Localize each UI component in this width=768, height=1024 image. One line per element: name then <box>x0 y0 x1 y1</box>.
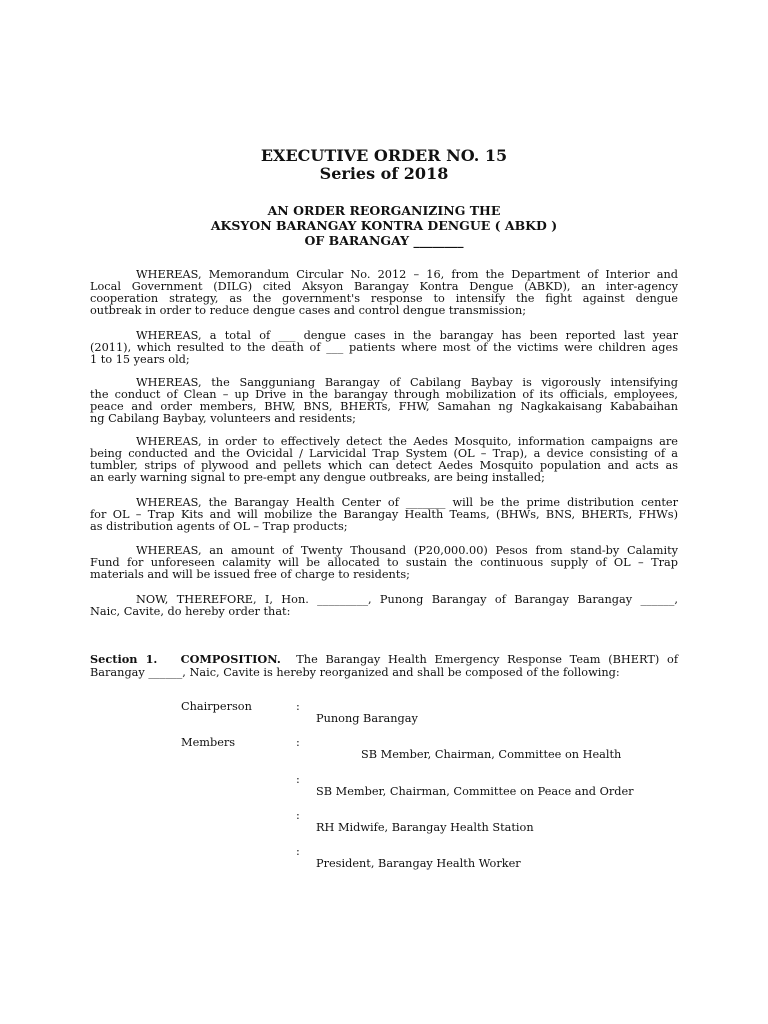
whereas-paragraph-4 <box>90 436 678 484</box>
order-title-line-3: OF BARANGAY ________ <box>304 233 464 248</box>
paragraph-line: WHEREAS, a total of ___ dengue cases in the barangay has been reported last year <box>136 329 678 342</box>
paragraph-line: WHEREAS, an amount of Twenty Thousand (P20,000.00) Pesos from stand-by Calamity <box>136 544 678 557</box>
whereas-paragraph-6 <box>90 545 678 581</box>
order-title-line-2: AKSYON BARANGAY KONTRA DENGUE ( ABKD ) <box>210 218 558 233</box>
member-item: SB Member, Chairman, Committee on Peace and Order <box>316 785 634 798</box>
chairperson-label: Chairperson <box>181 700 252 713</box>
now-therefore-paragraph <box>90 594 678 618</box>
paragraph-line: the conduct of Clean – up Drive in the barangay through mobilization of its officials, employees, <box>90 388 678 402</box>
paragraph-line: as distribution agents of OL – Trap products; <box>90 520 348 534</box>
section-heading: COMPOSITION. <box>180 652 281 666</box>
paragraph-line: an early warning signal to pre-empt any dengue outbreaks, are being installed; <box>90 471 545 485</box>
chairperson-value: Punong Barangay <box>316 712 418 725</box>
paragraph-line: being conducted and the Ovicidal / Larvicidal Trap System (OL – Trap), a device consisting of a <box>90 447 678 461</box>
whereas-paragraph-1 <box>90 269 678 317</box>
paragraph-line: Fund for unforeseen calamity will be allocated to sustain the continuous supply of OL – Trap <box>90 556 678 570</box>
paragraph-line: tumbler, strips of plywood and pellets which can detect Aedes Mosquito population and acts as <box>90 459 678 473</box>
member-item: SB Member, Chairman, Committee on Health <box>361 748 622 761</box>
section-text: The Barangay Health Emergency Response Team (BHERT) of <box>296 653 678 666</box>
paragraph-line: Local Government (DILG) cited Aksyon Barangay Kontra Dengue (ABKD), an inter-agency <box>90 280 678 294</box>
colon: : <box>296 700 300 713</box>
paragraph-line: WHEREAS, Memorandum Circular No. 2012 – 16, from the Department of Interior and <box>136 268 678 281</box>
paragraph-line: WHEREAS, the Sangguniang Barangay of Cabilang Baybay is vigorously intensifying <box>136 376 678 389</box>
paragraph-line: WHEREAS, the Barangay Health Center of _______ will be the prime distribution center <box>136 496 678 509</box>
paragraph-line: 1 to 15 years old; <box>90 353 190 367</box>
paragraph-line: materials and will be issued free of charge to residents; <box>90 568 410 582</box>
paragraph-line: NOW, THEREFORE, I, Hon. _________, Punong Barangay of Barangay Barangay ______, <box>136 593 678 606</box>
section-label: Section 1. <box>90 652 158 666</box>
colon: : <box>296 809 300 822</box>
section-1-line-1 <box>90 653 678 666</box>
paragraph-line: cooperation strategy, as the government's response to intensify the fight against dengue <box>90 292 678 306</box>
paragraph-line: peace and order members, BHW, BNS, BHERTs, FHW, Samahan ng Nagkakaisang Kababaihan <box>90 400 678 414</box>
colon: : <box>296 736 300 749</box>
whereas-paragraph-3 <box>90 377 678 425</box>
paragraph-line: WHEREAS, in order to effectively detect the Aedes Mosquito, information campaigns are <box>136 435 678 448</box>
section-1-line-2: Barangay ______, Naic, Cavite is hereby reorganized and shall be composed of the following: <box>90 666 620 679</box>
order-title-line-1: AN ORDER REORGANIZING THE <box>267 203 501 218</box>
members-label: Members <box>181 736 236 749</box>
section-1 <box>90 653 678 679</box>
paragraph-line: (2011), which resulted to the death of ___ patients where most of the victims were children ages <box>90 341 678 355</box>
document-series: Series of 2018 <box>319 164 449 183</box>
paragraph-line: for OL – Trap Kits and will mobilize the Barangay Health Teams, (BHWs, BNS, BHERTs, FHWs) <box>90 508 678 522</box>
whereas-paragraph-2 <box>90 330 678 366</box>
document-title: EXECUTIVE ORDER NO. 15 <box>260 146 508 165</box>
paragraph-line: outbreak in order to reduce dengue cases and control dengue transmission; <box>90 304 527 318</box>
member-item: RH Midwife, Barangay Health Station <box>316 821 534 834</box>
paragraph-line: ng Cabilang Baybay, volunteers and residents; <box>90 412 356 426</box>
paragraph-line: Naic, Cavite, do hereby order that: <box>90 605 291 619</box>
member-item: President, Barangay Health Worker <box>316 857 521 870</box>
whereas-paragraph-5 <box>90 497 678 533</box>
colon: : <box>296 773 300 786</box>
colon: : <box>296 845 300 858</box>
